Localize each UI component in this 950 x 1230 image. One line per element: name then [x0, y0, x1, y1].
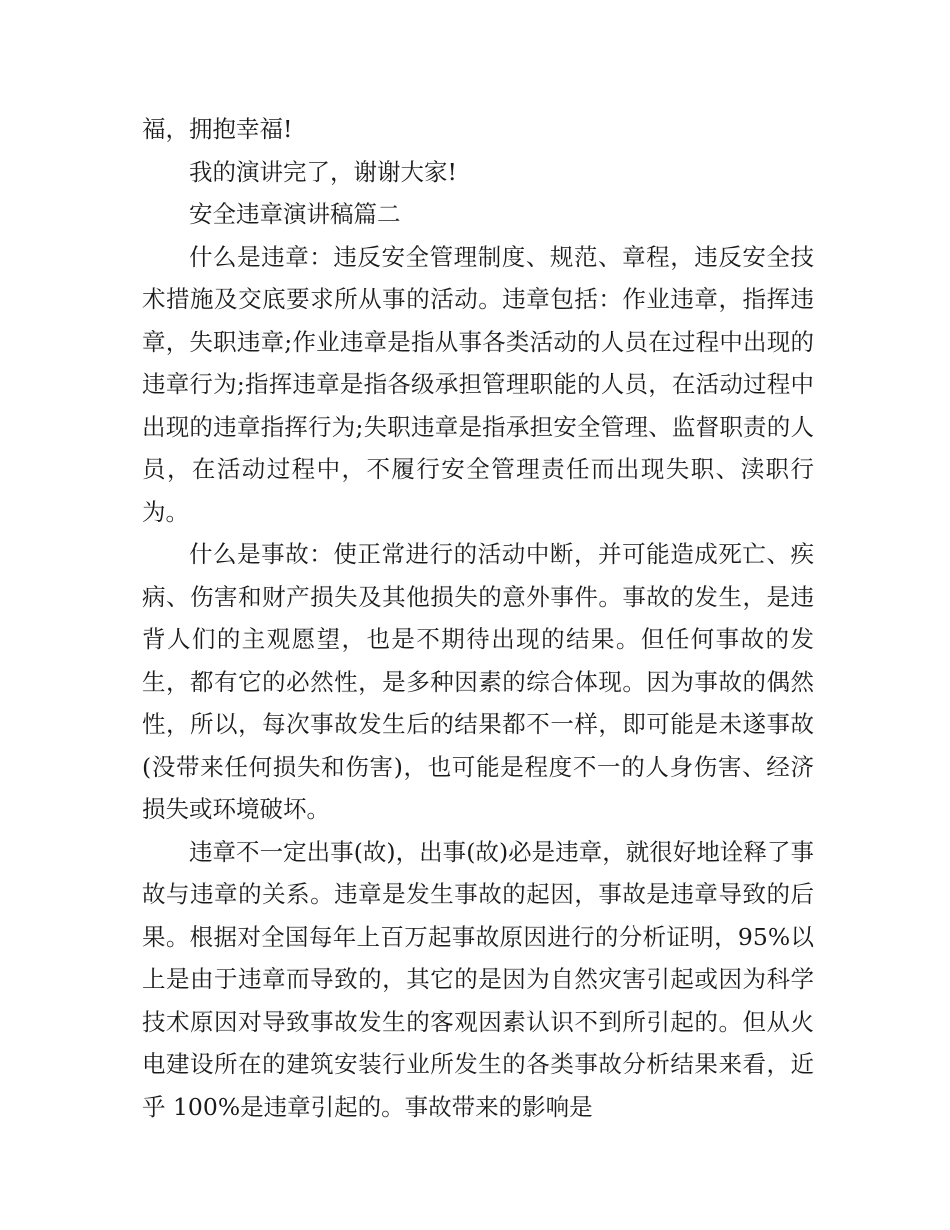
paragraph-closing-remark: 我的演讲完了，谢谢大家!	[189, 157, 457, 186]
paragraph-continuation: 福，拥抱幸福!	[142, 115, 293, 143]
paragraph-violation-accident-relation: 违章不一定出事(故)，出事(故)必是违章，就很好地诠释了事故与违章的关系。违章是发生事故的起因，事故是违章导致的后果。根据对全国每年上百万起事故原因进行的分析证明，95%以上是由于违章而导致的，其它的是因为自然灾害引起或因为科学技术原因对导致事故发生的客观因素认识不到所引起的。但从火电建设所在的建筑安装行业所发生的各类事故分析结果来看，近乎 100%是违章引起的。事故带来的影响是	[142, 837, 814, 1121]
section-heading: 安全违章演讲稿篇二	[189, 200, 401, 228]
document-body	[142, 108, 814, 1128]
paragraph-violation-definition: 什么是违章：违反安全管理制度、规范、章程，违反安全技术措施及交底要求所从事的活动。违章包括：作业违章，指挥违章，失职违章;作业违章是指从事各类活动的人员在过程中出现的违章行为;指挥违章是指各级承担管理职能的人员，在活动过程中出现的违章指挥行为;失职违章是指承担安全管理、监督职责的人员，在活动过程中，不履行安全管理责任而出现失职、渎职行为。	[142, 242, 814, 526]
paragraph-accident-definition: 什么是事故：使正常进行的活动中断，并可能造成死亡、疾病、伤害和财产损失及其他损失的意外事件。事故的发生，是违背人们的主观愿望，也是不期待出现的结果。但任何事故的发生，都有它的必然性，是多种因素的综合体现。因为事故的偶然性，所以，每次事故发生后的结果都不一样，即可能是未遂事故(没带来任何损失和伤害)，也可能是程度不一的人身伤害、经济损失或环境破坏。	[142, 540, 814, 823]
